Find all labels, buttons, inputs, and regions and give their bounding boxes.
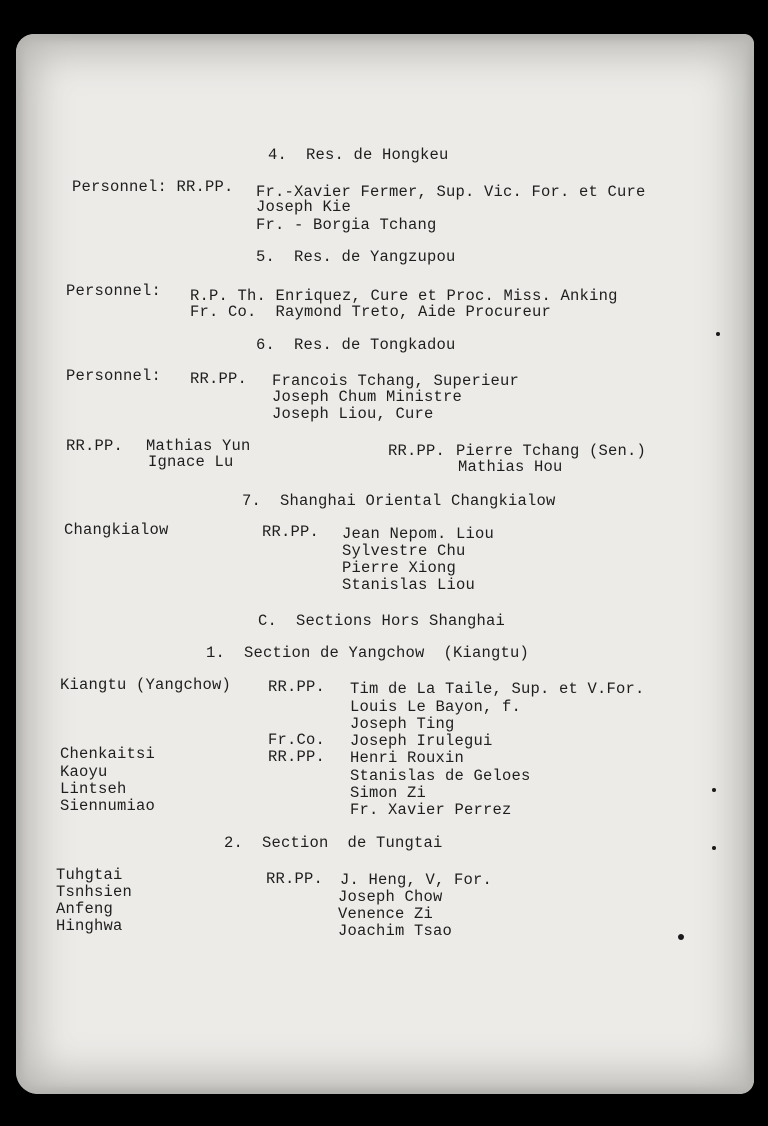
section-5-line-1: R.P. Th. Enriquez, Cure et Proc. Miss. Anking bbox=[190, 287, 618, 305]
section-7-line-2: Sylvestre Chu bbox=[342, 542, 466, 560]
ink-speck bbox=[712, 846, 716, 850]
section-6-right-1: Pierre Tchang (Sen.) bbox=[456, 442, 647, 460]
c2-line-2: Joseph Chow bbox=[338, 888, 443, 906]
c1-line-4: Joseph Irulegui bbox=[350, 732, 493, 750]
c1-place-2: Chenkaitsi bbox=[60, 745, 156, 763]
section-5-heading: 5. Res. de Yangzupou bbox=[256, 248, 456, 266]
c2-heading: 2. Section de Tungtai bbox=[224, 834, 443, 852]
section-6-left-2: Ignace Lu bbox=[148, 453, 234, 471]
section-6-right-2: Mathias Hou bbox=[458, 458, 563, 476]
section-4-label: Personnel: RR.PP. bbox=[72, 178, 234, 196]
section-6-label: Personnel: bbox=[66, 367, 162, 385]
section-5-label: Personnel: bbox=[66, 282, 162, 300]
c2-place-2: Tsnhsien bbox=[56, 883, 133, 901]
c1-heading: 1. Section de Yangchow (Kiangtu) bbox=[206, 644, 530, 662]
c2-line-4: Joachim Tsao bbox=[338, 922, 453, 940]
section-6-line-3: Joseph Liou, Cure bbox=[272, 405, 434, 423]
section-7-title: RR.PP. bbox=[262, 523, 320, 541]
c1-title-1: RR.PP. bbox=[268, 678, 326, 696]
section-4-line-2: Joseph Kie bbox=[256, 198, 352, 216]
c2-place-3: Anfeng bbox=[56, 900, 114, 918]
section-c-heading: C. Sections Hors Shanghai bbox=[258, 612, 506, 630]
c1-line-2: Louis Le Bayon, f. bbox=[350, 698, 522, 716]
c2-place-4: Hinghwa bbox=[56, 917, 123, 935]
c1-line-3: Joseph Ting bbox=[350, 715, 455, 733]
c1-title-2: Fr.Co. bbox=[268, 731, 326, 749]
c1-line-7: Simon Zi bbox=[350, 784, 427, 802]
section-4-heading: 4. Res. de Hongkeu bbox=[268, 146, 449, 164]
c1-line-5: Henri Rouxin bbox=[350, 749, 465, 767]
document-page bbox=[16, 34, 754, 1094]
section-7-heading: 7. Shanghai Oriental Changkialow bbox=[242, 492, 556, 510]
section-6-heading: 6. Res. de Tongkadou bbox=[256, 336, 456, 354]
section-7-place: Changkialow bbox=[64, 521, 169, 539]
section-6-line-1: Francois Tchang, Superieur bbox=[272, 372, 520, 390]
c2-line-3: Venence Zi bbox=[338, 905, 434, 923]
section-7-line-3: Pierre Xiong bbox=[342, 559, 457, 577]
c1-place-4: Lintseh bbox=[60, 780, 127, 798]
c1-line-6: Stanislas de Geloes bbox=[350, 767, 531, 785]
c2-place-1: Tuhgtai bbox=[56, 866, 123, 884]
c2-title: RR.PP. bbox=[266, 870, 324, 888]
section-4-line-3: Fr. - Borgia Tchang bbox=[256, 216, 437, 234]
c1-title-3: RR.PP. bbox=[268, 748, 326, 766]
c1-place-5: Siennumiao bbox=[60, 797, 156, 815]
c1-line-8: Fr. Xavier Perrez bbox=[350, 801, 512, 819]
section-7-line-4: Stanislas Liou bbox=[342, 576, 476, 594]
c1-place-3: Kaoyu bbox=[60, 763, 108, 781]
section-6-title: RR.PP. bbox=[190, 370, 248, 388]
section-4-line-1: Fr.-Xavier Fermer, Sup. Vic. For. et Cure bbox=[256, 183, 646, 201]
section-5-line-2: Fr. Co. Raymond Treto, Aide Procureur bbox=[190, 303, 552, 321]
c1-place-1: Kiangtu (Yangchow) bbox=[60, 676, 232, 694]
ink-speck bbox=[712, 788, 716, 792]
ink-speck bbox=[678, 934, 684, 940]
section-6-left-title: RR.PP. bbox=[66, 437, 124, 455]
section-6-right-title: RR.PP. bbox=[388, 442, 446, 460]
ink-speck bbox=[716, 332, 720, 336]
section-6-left-1: Mathias Yun bbox=[146, 437, 251, 455]
section-6-line-2: Joseph Chum Ministre bbox=[272, 388, 463, 406]
c2-line-1: J. Heng, V, For. bbox=[340, 871, 493, 889]
section-7-line-1: Jean Nepom. Liou bbox=[342, 525, 495, 543]
c1-line-1: Tim de La Taile, Sup. et V.For. bbox=[350, 680, 645, 698]
